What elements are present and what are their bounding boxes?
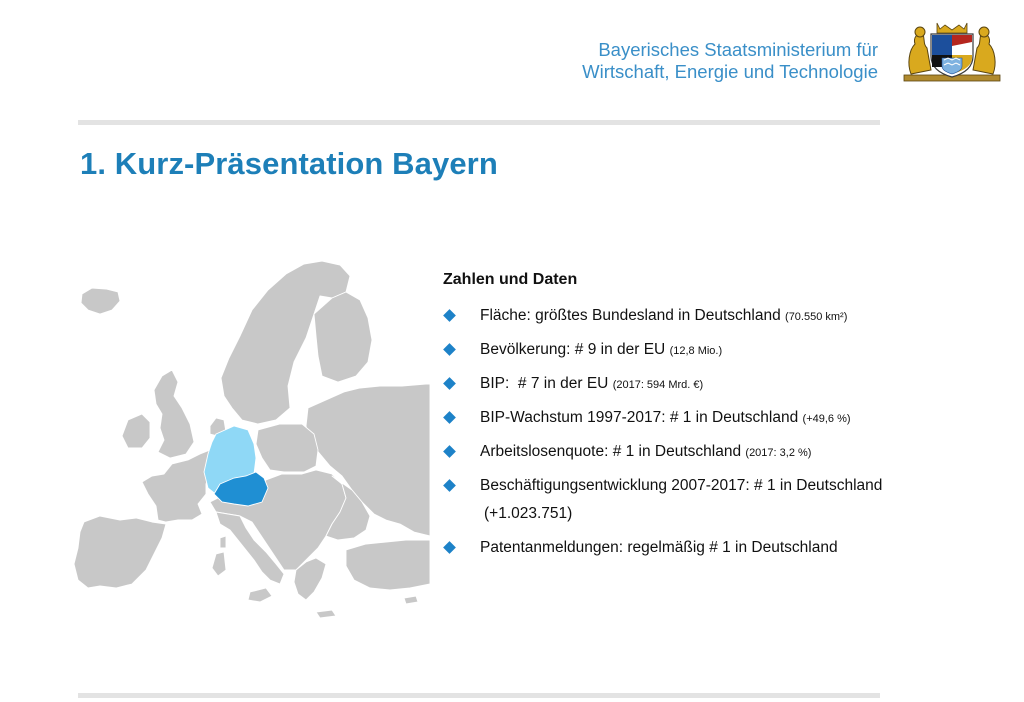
list-item <box>443 336 963 370</box>
fact-main: BIP: # 7 in der EU <box>480 375 609 392</box>
fact-main: Patentanmeldungen: regelmäßig # 1 in Deutschland <box>480 539 838 556</box>
bottom-divider <box>78 693 880 698</box>
list-item <box>443 404 963 438</box>
fact-detail: (+1.023.751) <box>484 505 573 522</box>
bavarian-coat-of-arms-icon <box>903 20 1001 82</box>
fact-main: Bevölkerung: # 9 in der EU <box>480 341 666 358</box>
fact-main: BIP-Wachstum 1997-2017: # 1 in Deutschland <box>480 409 799 426</box>
diamond-bullet-icon <box>443 377 456 390</box>
ministry-line-1: Bayerisches Staatsministerium für <box>598 39 878 60</box>
top-divider <box>78 120 880 125</box>
diamond-bullet-icon <box>443 479 456 492</box>
fact-main: Beschäftigungsentwicklung 2007-2017: # 1 in Deutschland <box>480 477 883 494</box>
page-title: 1. Kurz-Präsentation Bayern <box>80 146 498 181</box>
list-item <box>443 438 963 472</box>
fact-detail: (12,8 Mio.) <box>669 345 723 357</box>
fact-detail: (+49,6 %) <box>802 413 851 425</box>
facts-heading: Zahlen und Daten <box>443 271 578 288</box>
diamond-bullet-icon <box>443 343 456 356</box>
fact-detail: (2017: 3,2 %) <box>745 447 812 459</box>
fact-detail: (70.550 km²) <box>785 311 848 323</box>
diamond-bullet-icon <box>443 411 456 424</box>
list-item <box>443 534 963 568</box>
list-item <box>443 302 963 336</box>
ministry-line-2: Wirtschaft, Energie und Technologie <box>582 61 878 82</box>
europe-map <box>70 258 430 620</box>
fact-detail: (2017: 594 Mrd. €) <box>612 379 704 391</box>
diamond-bullet-icon <box>443 541 456 554</box>
facts-list <box>443 302 963 568</box>
fact-main: Arbeitslosenquote: # 1 in Deutschland <box>480 443 742 460</box>
diamond-bullet-icon <box>443 445 456 458</box>
list-item <box>443 472 963 534</box>
list-item <box>443 370 963 404</box>
fact-main: Fläche: größtes Bundesland in Deutschland <box>480 307 781 324</box>
ministry-name <box>582 39 878 83</box>
diamond-bullet-icon <box>443 309 456 322</box>
